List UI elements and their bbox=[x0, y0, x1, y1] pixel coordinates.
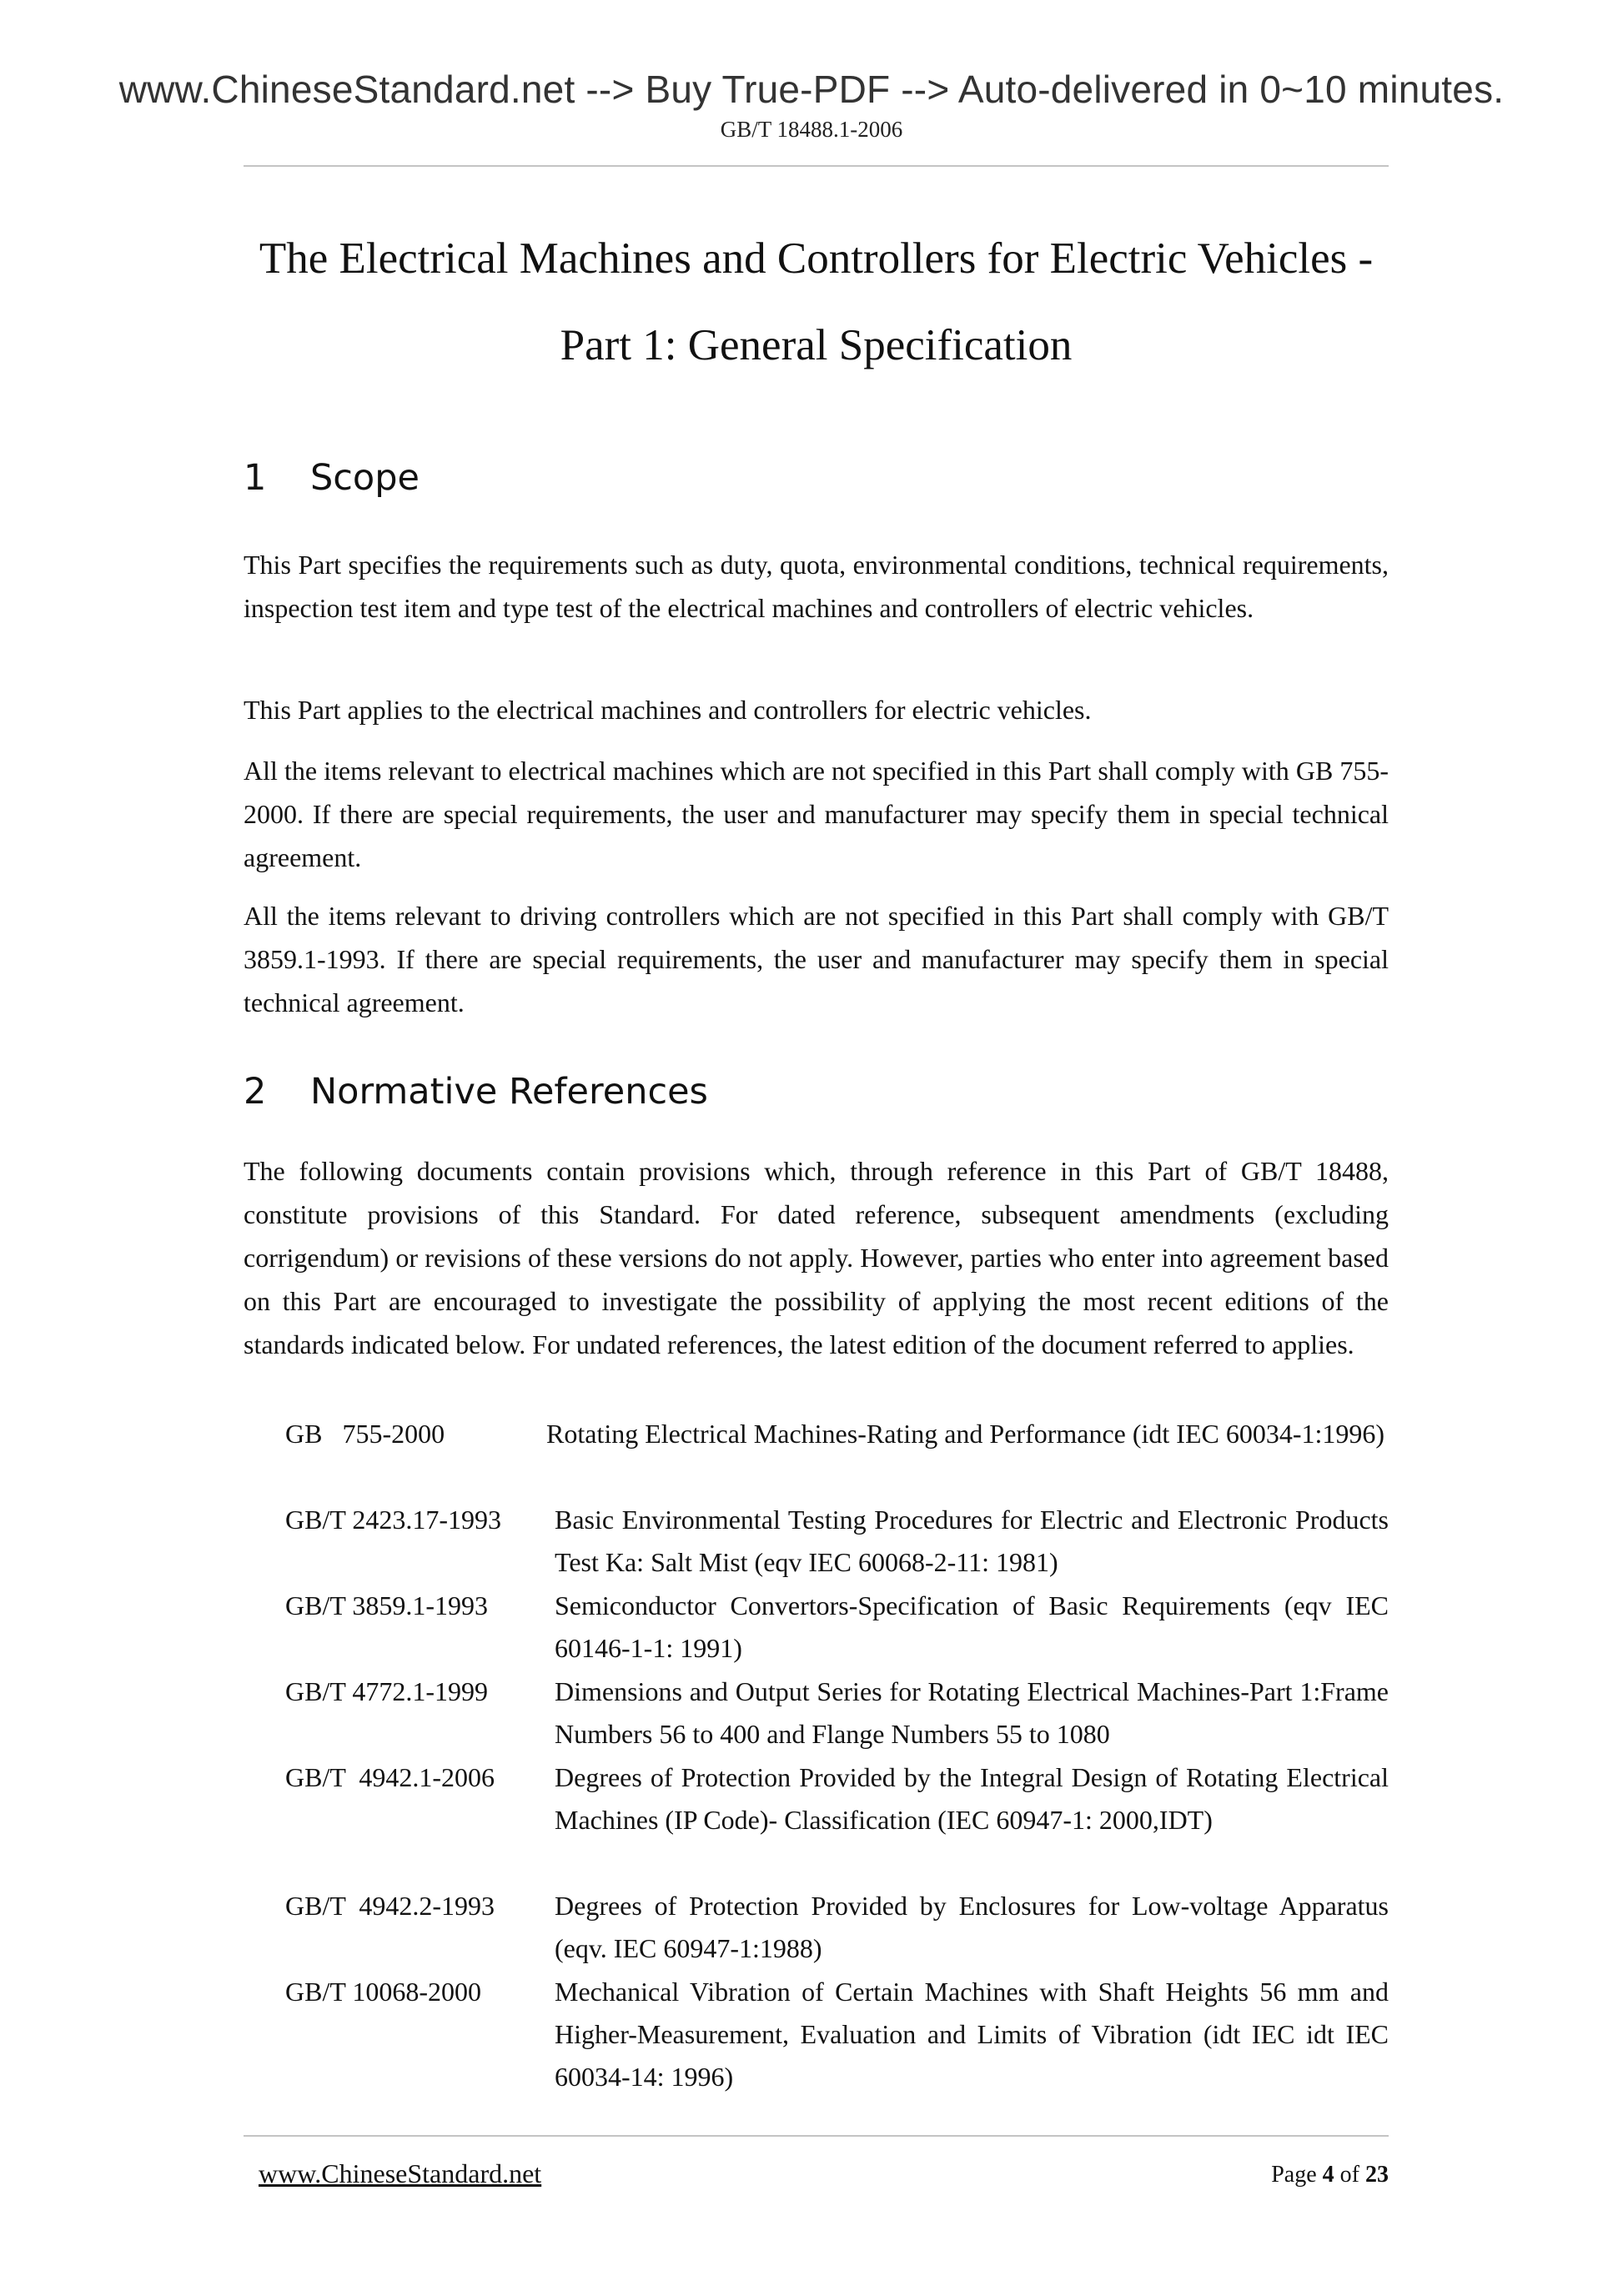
scope-paragraph-2: This Part applies to the electrical machines and controllers for electric vehicles. bbox=[244, 695, 1092, 725]
page-label: Page bbox=[1271, 2162, 1317, 2188]
reference-code: GB 755-2000 bbox=[285, 1419, 445, 1449]
reference-code: GB/T 4942.2-1993 bbox=[285, 1891, 495, 1921]
document-title-line-2: Part 1: General Specification bbox=[560, 321, 1073, 369]
reference-code: GB/T 3859.1-1993 bbox=[285, 1590, 488, 1620]
reference-code: GB/T 10068-2000 bbox=[285, 1977, 481, 2007]
page-of: of bbox=[1339, 2162, 1359, 2188]
reference-title: Mechanical Vibration of Certain Machines with Shaft Heights 56 mm and Higher-Measurement, Evaluation and Limits of Vibration (idt IEC idt IEC 60034-14: 1996) bbox=[555, 1977, 1389, 2092]
page-total: 23 bbox=[1365, 2162, 1389, 2188]
top-banner: www.ChineseStandard.net --> Buy True-PDF --> Auto-delivered in 0~10 minutes. bbox=[118, 68, 1505, 111]
header-divider bbox=[244, 165, 1389, 167]
reference-title: Rotating Electrical Machines-Rating and Performance (idt IEC 60034-1:1996) bbox=[546, 1419, 1385, 1449]
section-number: 1 bbox=[244, 457, 267, 499]
section-heading-normative-references bbox=[244, 1071, 708, 1113]
section-title: Scope bbox=[310, 457, 420, 499]
document-title-line-1: The Electrical Machines and Controllers for Electric Vehicles - bbox=[259, 234, 1374, 283]
reference-title: Basic Environmental Testing Procedures for Electric and Electronic Products Test Ka: Salt Mist (eqv IEC 60068-2-11: 1981) bbox=[555, 1505, 1389, 1577]
scope-paragraph-3: All the items relevant to electrical machines which are not specified in this Part shall comply with GB 755-2000. If there are special requirements, the user and manufacturer may specify them in special technical agreement. bbox=[244, 756, 1389, 872]
footer-site-link[interactable]: www.ChineseStandard.net bbox=[259, 2158, 542, 2188]
reference-title: Dimensions and Output Series for Rotating Electrical Machines-Part 1:Frame Numbers 56 to 400 and Flange Numbers 55 to 1080 bbox=[555, 1676, 1389, 1749]
references-intro-paragraph: The following documents contain provisions which, through reference in this Part of GB/T 18488, constitute provisions of this Standard. For dated reference, subsequent amendments (excluding corrigendum) or revisions of these versions do not apply. However, parties who enter into agreement based on this Part are encouraged to investigate the possibility of applying the most recent editions of the standards indicated below. For undated references, the latest edition of the document referred to applies. bbox=[244, 1156, 1389, 1359]
section-number: 2 bbox=[244, 1071, 267, 1113]
scope-paragraph-4: All the items relevant to driving controllers which are not specified in this Part shall comply with GB/T 3859.1-1993. If there are special requirements, the user and manufacturer may specify them in special technical agreement. bbox=[244, 901, 1389, 1017]
reference-code: GB/T 2423.17-1993 bbox=[285, 1505, 501, 1535]
document-number: GB/T 18488.1-2006 bbox=[720, 117, 903, 142]
page-current: 4 bbox=[1322, 2162, 1334, 2188]
reference-title: Degrees of Protection Provided by Enclosures for Low-voltage Apparatus (eqv. IEC 60947-1:1988) bbox=[555, 1891, 1389, 1963]
reference-code: GB/T 4942.1-2006 bbox=[285, 1762, 495, 1792]
reference-code: GB/T 4772.1-1999 bbox=[285, 1676, 488, 1706]
reference-title: Semiconductor Convertors-Specification of Basic Requirements (eqv IEC 60146-1-1: 1991) bbox=[555, 1590, 1389, 1663]
footer-divider bbox=[244, 2135, 1389, 2137]
reference-title: Degrees of Protection Provided by the Integral Design of Rotating Electrical Machines (IP Code)- Classification (IEC 60947-1: 2000,IDT) bbox=[555, 1762, 1389, 1835]
page-indicator bbox=[1271, 2162, 1389, 2188]
scope-paragraph-1: This Part specifies the requirements such as duty, quota, environmental conditions, technical requirements, inspection test item and type test of the electrical machines and controllers of electric vehicles. bbox=[244, 550, 1389, 623]
section-heading-scope bbox=[244, 457, 420, 499]
section-title: Normative References bbox=[310, 1071, 708, 1113]
